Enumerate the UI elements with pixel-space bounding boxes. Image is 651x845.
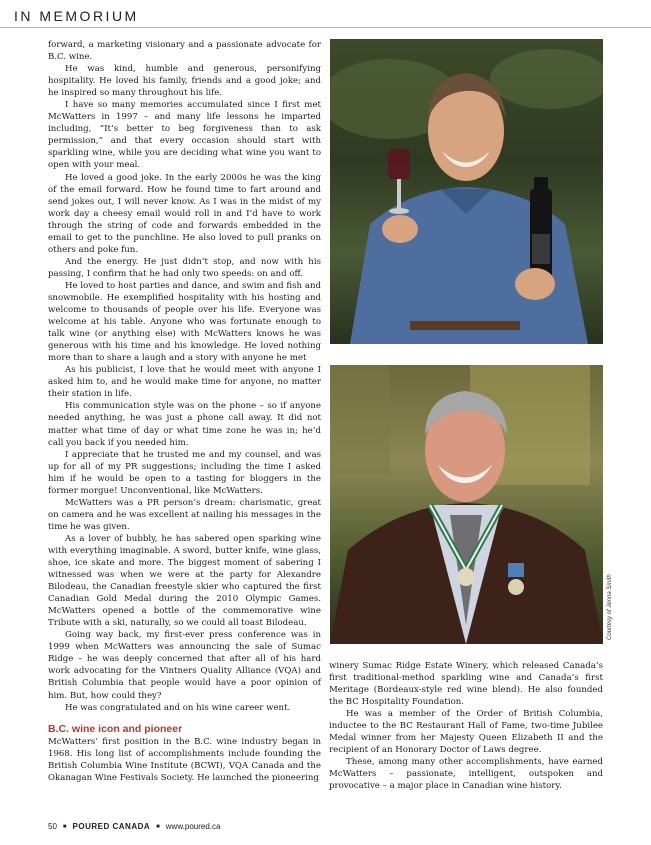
paragraph: I have so many memories accumulated since I first met McWatters in 1997 – and many life lessons he imparted including, “It’s better to beg forgiveness than to ask permission,” and that every occasion should start with sparkling wine, while you are deciding what wine you want to open with your meal.: [48, 100, 321, 171]
paragraph: He loved to host parties and dance, and swim and fish and snowmobile. He exemplified hospitality with his hosting and welcome to thousands of people over his life. Everyone was welcome at his table. Anyone who was fortunate enough to talk wine (or anything else) with McWatters knows he was generous with his time and his knowledge. He loved nothing more than to share a laugh and a story with anyone he met: [48, 280, 321, 364]
separator-square-icon: ■: [62, 823, 67, 830]
paragraph: He was congratulated and on his wine career went.: [65, 702, 291, 713]
header-rule: [0, 27, 651, 28]
right-column: [329, 660, 603, 793]
section-header: IN MEMORIUM: [14, 8, 139, 24]
paragraph: forward, a marketing visionary and a passionate advocate for B.C. wine.: [48, 40, 321, 63]
paragraph: McWatters was a PR person’s dream: charismatic, great on camera and he was excellent at nailing his messages in the time he was given.: [48, 497, 321, 532]
paragraph: I appreciate that he trusted me and my counsel, and was up for all of my PR suggestions; including the time I asked him if he would be open to a tasting for bloggers in the former morgue! Unconventional, like McWatters.: [48, 449, 321, 496]
paragraph: winery Sumac Ridge Estate Winery, which released Canada’s first traditional-method sparkling wine and Canada’s first Meritage (Bordeaux-style red wine blend). He also founded the BC Hospitality Foundation.: [329, 661, 603, 708]
paragraph: He was kind, humble and generous, personifying hospitality. He loved his family, friends and a good joke; and he inspired so many throughout his life.: [48, 64, 321, 99]
page-number: 50: [48, 822, 57, 831]
subheading: B.C. wine icon and pioneer: [48, 722, 183, 735]
website-url: www.poured.ca: [165, 822, 221, 831]
photo-credit: Courtesy of Jenna Smith: [607, 574, 613, 640]
publication-name: POURED CANADA: [72, 822, 151, 831]
page-footer: [48, 822, 220, 831]
portrait-photo-wine-glass: [330, 39, 603, 344]
paragraph: He was a member of the Order of British Columbia, inductee to the BC Restaurant Hall of Fame, two-time Jubilee Medal winner from her Majesty Queen Elizabeth II and the recipient of an Honorary Doctor of Laws degree.: [329, 709, 603, 756]
paragraph: His communication style was on the phone – so if anyone needed anything, he was just a phone call away. It did not matter what time of day or what time zone he was in; he’d call you back if you needed him.: [48, 401, 321, 448]
portrait-photo-medals: [330, 365, 603, 644]
paragraph: McWatters’ first position in the B.C. wine industry began in 1968. His long list of accomplishments include founding the British Columbia Wine Institute (BCWI), VQA Canada and the Okanagan Wine Festivals Society. He launched the pioneering: [48, 736, 321, 783]
paragraph: And the energy. He just didn’t stop, and now with his passing, I confirm that he had only two speeds: on and off.: [48, 256, 321, 279]
separator-square-icon: ■: [156, 823, 160, 830]
paragraph: As his publicist, I love that he would meet with anyone I asked him to, and he would make time for anyone, no matter their station in life.: [48, 365, 321, 400]
paragraph: As a lover of bubbly, he has sabered open sparking wine with everything imaginable. A sword, butter knife, wine glass, shoe, ice skate and more. The biggest moment of sabering I witnessed was when we were at the party for Alexandre Bilodeau, the Canadian freestyle skier who captured the first Canadian Gold Medal during the 2010 Olympic Games. McWatters opened a bottle of the commemorative wine Tribute with a ski, naturally, so we could all toast Bilodeau.: [48, 533, 321, 629]
paragraph: These, among many other accomplishments, have earned McWatters – passionate, intelligent, outspoken and provocative – a major place in Canadian wine history.: [329, 757, 603, 792]
paragraph: He loved a good joke. In the early 2000s he was the king of the email forward. How he found time to fart around and send jokes out, I will never know. As I was in the midst of my work day a cheesy email would roll in and I’d have to work through the string of code and forwards embedded in the email to get to the punchline. He also loved to pull pranks on others and poke fun.: [48, 172, 321, 255]
paragraph: Going way back, my first-ever press conference was in 1999 when McWatters was announcing the sale of Sumac Ridge – he was deeply concerned that after all of his hard work advocating for the Vintners Quality Alliance (VQA) and British Columbia that people would have a poor opinion of him. But, how could they?: [48, 630, 321, 701]
left-column: [48, 39, 321, 784]
